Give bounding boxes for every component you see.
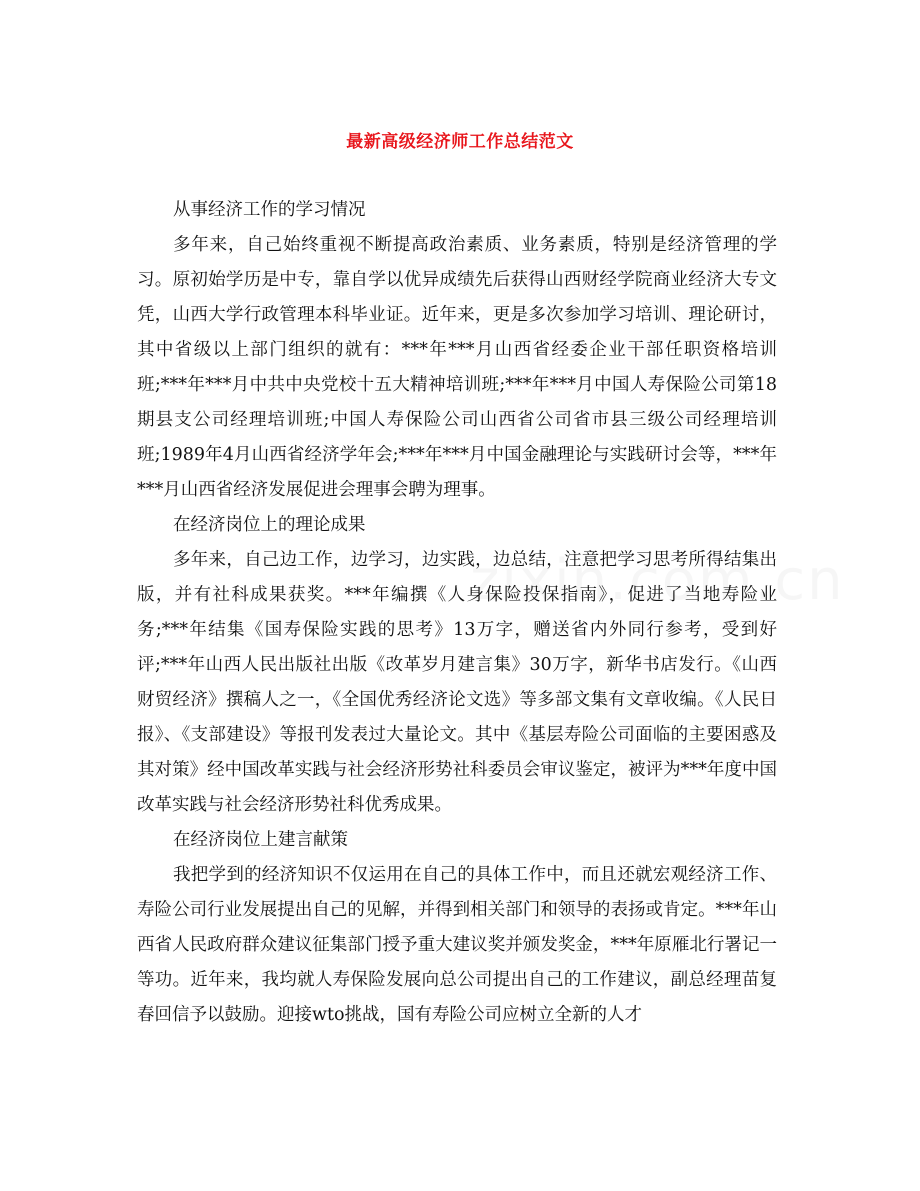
document-title: 最新高级经济师工作总结范文 xyxy=(346,132,574,152)
section-paragraph-advice: 我把学到的经济知识不仅运用在自己的具体工作中，而且还就宏观经济工作、寿险公司行业发展提出自己的见解，并得到相关部门和领导的表扬或肯定。***年山西省人民政府群众建议征集部门授予重大建议奖并颁发奖金，***年原雁北行署记一等功。近年来，我均就人寿保险发展向总公司提出自己的工作建议，副总经理苗复春回信予以鼓励。迎接wto挑战，国有寿险公司应树立全新的人才 xyxy=(137,865,777,1025)
section-paragraph-study: 多年来，自己始终重视不断提高政治素质、业务素质，特别是经济管理的学习。原初始学历是中专，靠自学以优异成绩先后获得山西财经学院商业经济大专文凭，山西大学行政管理本科毕业证。近年来，更是多次参加学习培训、理论研讨，其中省级以上部门组织的就有：***年***月山西省经委企业干部任职资格培训班;***年***月中共中央党校十五大精神培训班;***年***月中国人寿保险公司第18期县支公司经理培训班;中国人寿保险公司山西省公司省市县三级公司经理培训班;1989年4月山西省经济学年会;***年***月中国金融理论与实践研讨会等，***年***月山西省经济发展促进会理事会聘为理事。 xyxy=(137,235,777,500)
section-paragraph-theory: 多年来，自己边工作，边学习，边实践，边总结，注意把学习思考所得结集出版，并有社科成果获奖。***年编撰《人身保险投保指南》，促进了当地寿险业务;***年结集《国寿保险实践的思考》13万字，赠送省内外同行参考，受到好评;***年山西人民出版社出版《改革岁月建言集》30万字，新华书店发行。《山西财贸经济》撰稿人之一，《全国优秀经济论文选》等多部文集有文章收编。《人民日报》、《支部建设》等报刊发表过大量论文。其中《基层寿险公司面临的主要困惑及其对策》经中国改革实践与社会经济形势社科委员会审议鉴定，被评为***年度中国改革实践与社会经济形势社科优秀成果。 xyxy=(137,550,777,815)
section-heading-study: 从事经济工作的学习情况 xyxy=(173,200,366,220)
document-body xyxy=(137,193,777,1033)
section-heading-advice: 在经济岗位上建言献策 xyxy=(173,830,348,850)
section-heading-theory: 在经济岗位上的理论成果 xyxy=(173,515,366,535)
